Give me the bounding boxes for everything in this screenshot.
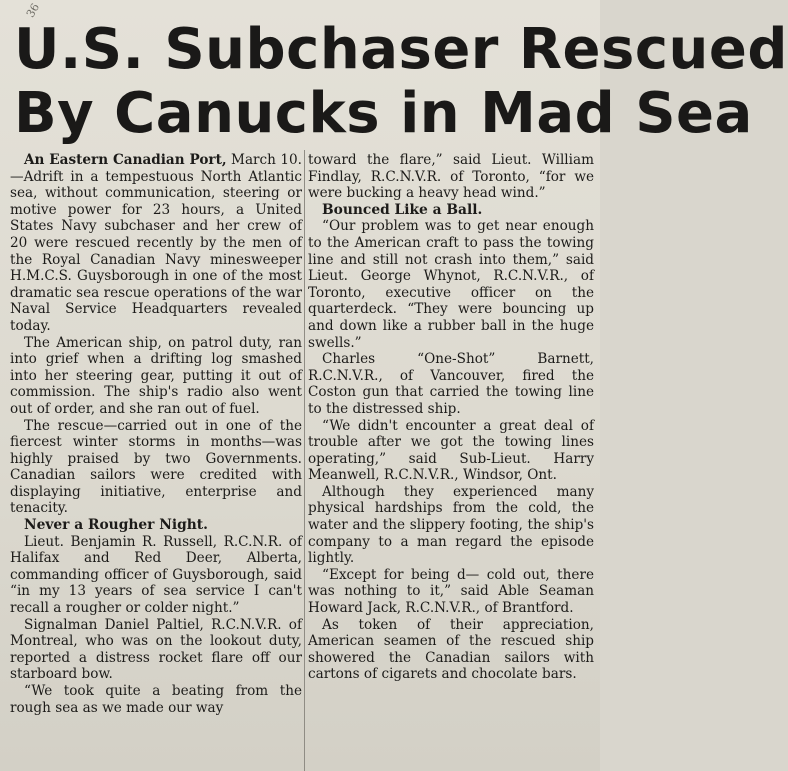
headline-line-2: By Canucks in Mad Sea [14, 81, 753, 146]
headline [14, 17, 788, 146]
paragraph: “We didn't encounter a great deal of trouble after we got the towing lines operating,” said Sub-Lieut. Harry Meanwell, R.C.N.V.R., Windsor, Ont. [308, 417, 594, 484]
paragraph-text: March 10.—Adrift in a tempestuous North Atlantic sea, without communication, steering or motive power for 23 hours, a United States Navy subchaser and her crew of 20 were rescued recently by the men of the Royal Canadian Navy minesweeper H.M.C.S. Guysborough in one of the most dramatic sea rescue operations of the war Naval Service Headquarters revealed today. [10, 152, 302, 334]
paragraph: Charles “One-Shot” Barnett, R.C.N.V.R., of Vancouver, fired the Coston gun that carried the towing line to the distressed ship. [308, 351, 594, 417]
paragraph: Lieut. Benjamin R. Russell, R.C.N.R. of Halifax and Red Deer, Alberta, commanding officer of Guysborough, said “in my 13 years of sea service I can't recall a rougher or colder night.” [10, 533, 302, 617]
paragraph: The rescue—carried out in one of the fiercest winter storms in months—was highly praised by two Governments. Canadian sailors were credited with displaying initiative, enterprise and tenacity. [10, 417, 302, 517]
paragraph [10, 152, 302, 335]
margin-mark: 36 [23, 1, 43, 20]
paragraph: Signalman Daniel Paltiel, R.C.N.V.R. of Montreal, who was on the lookout duty, reported a distress rocket flare off our starboard bow. [10, 616, 302, 683]
paragraph: As token of their appreciation, American seamen of the rescued ship showered the Canadian sailors with cartons of cigarets and chocolate bars. [308, 616, 594, 683]
paragraph: toward the flare,” said Lieut. William Findlay, R.C.N.V.R. of Toronto, “for we were bucking a heavy head wind.” [308, 152, 594, 202]
right-column [308, 152, 594, 683]
paragraph: Although they experienced many physical hardships from the cold, the water and the slippery footing, the ship's company to a man regard the episode lightly. [308, 483, 594, 567]
subheading: Never a Rougher Night. [24, 517, 208, 534]
subheading: Bounced Like a Ball. [322, 201, 483, 218]
column-divider [304, 150, 305, 771]
paragraph: “Our problem was to get near enough to the American craft to pass the towing line and still not crash into them,” said Lieut. George Whynot, R.C.N.V.R., of Toronto, executive officer on the quarterdeck. “They were bouncing up and down like a rubber ball in the huge swells.” [308, 218, 594, 351]
paragraph: “We took quite a beating from the rough sea as we made our way [10, 683, 302, 716]
paragraph: The American ship, on patrol duty, ran into grief when a drifting log smashed into her steering gear, putting it out of commission. The ship's radio also went out of order, and she ran out of fuel. [10, 334, 302, 417]
left-column [10, 152, 302, 716]
headline-line-1: U.S. Subchaser Rescued [14, 17, 788, 82]
paragraph: “Except for being d— cold out, there was nothing to it,” said Able Seaman Howard Jack, R.C.N.V.R., of Brantford. [308, 566, 594, 617]
dateline: An Eastern Canadian Port, [24, 152, 227, 168]
